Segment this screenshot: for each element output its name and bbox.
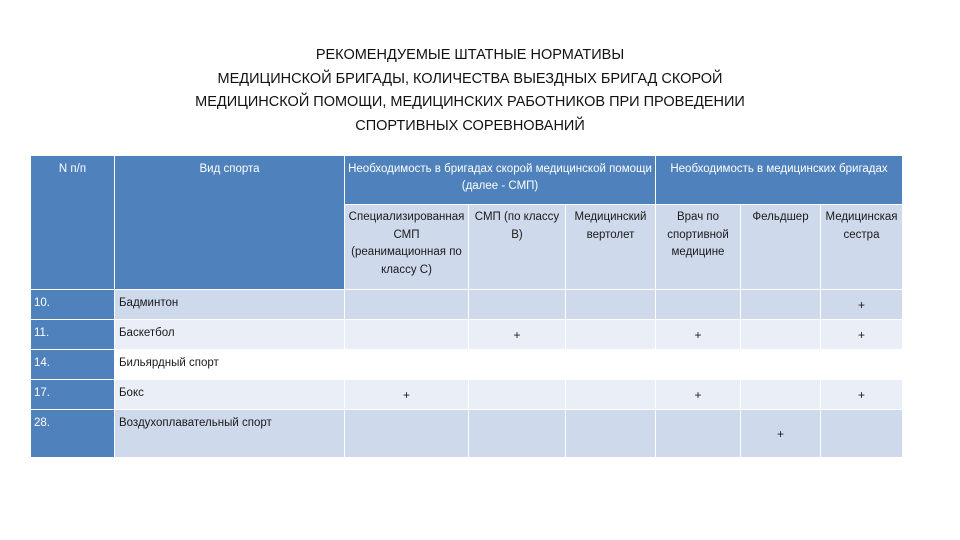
row-num: 14. <box>31 350 115 380</box>
row-sport: Бадминтон <box>115 290 345 320</box>
row-sport: Баскетбол <box>115 320 345 350</box>
cell-sport-doctor <box>656 410 741 458</box>
row-num: 10. <box>31 290 115 320</box>
header-med-group: Необходимость в медицинских бригадах <box>656 156 903 205</box>
cell-paramedic <box>741 290 821 320</box>
cell-paramedic <box>741 380 821 410</box>
header-sport-doctor: Врач по спортивной медицине <box>656 205 741 290</box>
header-smp-group: Необходимость в бригадах скорой медицинской помощи (далее - СМП) <box>345 156 656 205</box>
row-sport: Бильярдный спорт <box>115 350 903 380</box>
cell-sport-doctor: + <box>656 320 741 350</box>
cell-smp-special <box>345 290 469 320</box>
title-line-2: МЕДИЦИНСКОЙ БРИГАДЫ, КОЛИЧЕСТВА ВЫЕЗДНЫХ БРИГАД СКОРОЙ <box>217 70 723 87</box>
row-num: 11. <box>31 320 115 350</box>
header-smp-special: Специализированная СМП (реанимационная по классу С) <box>345 205 469 290</box>
table-row <box>31 320 903 350</box>
header-paramedic: Фельдшер <box>741 205 821 290</box>
header-nurse: Медицинская сестра <box>821 205 903 290</box>
header-smp-b: СМП (по классу В) <box>469 205 566 290</box>
cell-helicopter <box>566 410 656 458</box>
row-sport: Воздухоплавательный спорт <box>115 410 345 458</box>
header-num: N п/п <box>31 156 115 290</box>
row-num: 17. <box>31 380 115 410</box>
table-row <box>31 410 903 458</box>
table-row <box>31 290 903 320</box>
cell-nurse: + <box>821 290 903 320</box>
cell-smp-b <box>469 380 566 410</box>
cell-smp-b: + <box>469 320 566 350</box>
cell-smp-b <box>469 290 566 320</box>
cell-helicopter <box>566 320 656 350</box>
cell-smp-special: + <box>345 380 469 410</box>
cell-nurse: + <box>821 320 903 350</box>
cell-nurse: + <box>821 380 903 410</box>
cell-smp-special <box>345 320 469 350</box>
cell-sport-doctor: + <box>656 380 741 410</box>
cell-nurse <box>821 410 903 458</box>
title-line-1: РЕКОМЕНДУЕМЫЕ ШТАТНЫЕ НОРМАТИВЫ <box>315 47 625 63</box>
cell-paramedic <box>741 320 821 350</box>
cell-helicopter <box>566 290 656 320</box>
cell-paramedic: + <box>741 410 821 458</box>
header-helicopter: Медицинский вертолет <box>566 205 656 290</box>
table-row <box>31 350 903 380</box>
cell-sport-doctor <box>656 290 741 320</box>
cell-smp-b <box>469 410 566 458</box>
title-line-4: СПОРТИВНЫХ СОРЕВНОВАНИЙ <box>355 117 585 134</box>
row-num: 28. <box>31 410 115 458</box>
title-line-3: МЕДИЦИНСКОЙ ПОМОЩИ, МЕДИЦИНСКИХ РАБОТНИКОВ ПРИ ПРОВЕДЕНИИ <box>195 94 745 110</box>
row-sport: Бокс <box>115 380 345 410</box>
cell-helicopter <box>566 380 656 410</box>
cell-smp-special <box>345 410 469 458</box>
staffing-table <box>30 155 903 458</box>
table-row <box>31 380 903 410</box>
header-sport: Вид спорта <box>115 156 345 290</box>
page-title <box>150 44 790 138</box>
